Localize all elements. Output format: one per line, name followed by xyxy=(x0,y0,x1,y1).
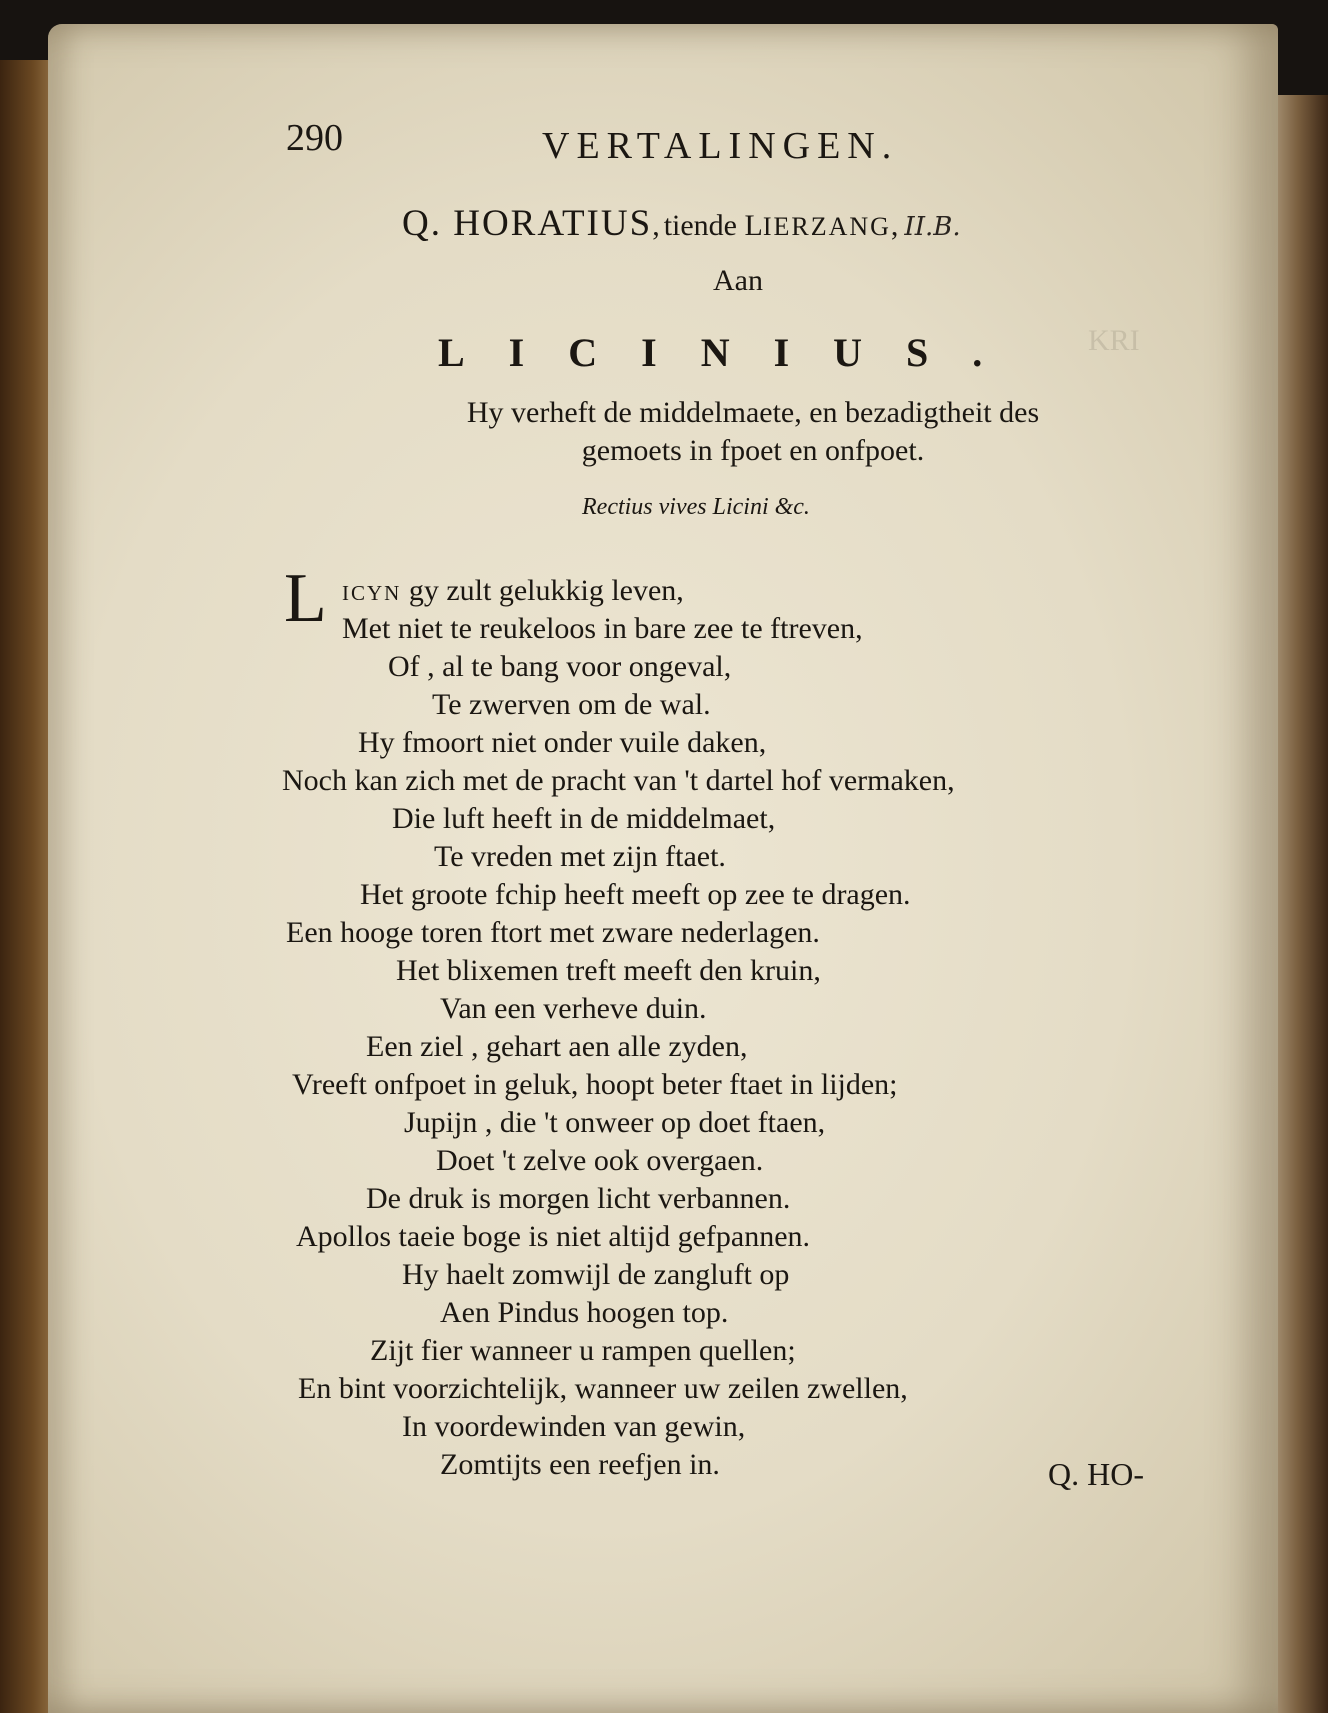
verse-line: Noch kan zich met de pracht van 't dartel hof vermaken, xyxy=(282,764,955,797)
verse-line: Doet 't zelve ook overgaen. xyxy=(436,1144,764,1177)
verse-line: Aen Pindus hoogen top. xyxy=(440,1296,729,1329)
verse-line: Een hooge toren ftort met zware nederlagen. xyxy=(286,916,820,949)
verse-line: Of , al te bang voor ongeval, xyxy=(388,650,732,683)
summary-line: gemoets in fpoet en onfpoet. xyxy=(581,434,925,467)
verse-line: Jupijn , die 't onweer op doet ftaen, xyxy=(404,1106,826,1139)
dedication-aan: Aan xyxy=(713,264,763,297)
verse-line xyxy=(342,572,684,612)
page-number: 290 xyxy=(286,117,343,159)
running-head: VERTALINGEN. xyxy=(542,125,899,167)
verse-first-word-smallcaps: ICYN xyxy=(342,581,402,605)
verse-line: Met niet te reukeloos in bare zee te ftreven, xyxy=(342,612,863,645)
latin-incipit: Rectius vives Licini &c. xyxy=(582,494,810,520)
title-separator: , xyxy=(652,209,660,242)
handwritten-note: II.B. xyxy=(904,212,961,242)
bleed-through-text: KRI xyxy=(1088,324,1140,357)
verse-line: Een ziel , gehart aen alle zyden, xyxy=(366,1030,748,1063)
verse-line: Hy fmoort niet onder vuile daken, xyxy=(358,726,767,759)
verse-line: Van een verheve duin. xyxy=(440,992,707,1025)
verse-line: Te zwerven om de wal. xyxy=(432,688,711,721)
title-genre: IERZANG xyxy=(762,212,891,241)
title-author: Q. HORATIUS xyxy=(402,203,653,244)
title-ordinal: tiende L xyxy=(663,209,763,242)
verse-line: In voordewinden van gewin, xyxy=(402,1410,746,1443)
poem-title xyxy=(402,202,961,245)
addressee-name: LICINIUS. xyxy=(438,330,1027,375)
verse-line: Vreeft onfpoet in geluk, hoopt beter ftaet in lijden; xyxy=(292,1068,898,1101)
title-end-comma: , xyxy=(890,209,899,242)
verse-line: De druk is morgen licht verbannen. xyxy=(366,1182,791,1215)
verse-line: Die luft heeft in de middelmaet, xyxy=(392,802,776,835)
catchword: Q. HO- xyxy=(1048,1456,1144,1492)
verse-line: Zomtijts een reefjen in. xyxy=(440,1448,720,1481)
verse-first-line-text: gy zult gelukkig leven, xyxy=(401,574,684,607)
verse-line: Hy haelt zomwijl de zangluft op xyxy=(402,1258,790,1291)
verse-line: Het groote fchip heeft meeft op zee te dragen. xyxy=(360,878,911,911)
book-page xyxy=(48,24,1278,1713)
verse-line: En bint voorzichtelijk, wanneer uw zeilen zwellen, xyxy=(298,1372,908,1405)
verse-line: Het blixemen treft meeft den kruin, xyxy=(396,954,821,987)
drop-cap-initial: L xyxy=(284,560,327,637)
verse-line: Zijt fier wanneer u rampen quellen; xyxy=(370,1334,796,1367)
summary-line: Hy verheft de middelmaete, en bezadigtheit des xyxy=(466,396,1040,429)
verse-line: Te vreden met zijn ftaet. xyxy=(434,840,726,873)
verse-line: Apollos taeie boge is niet altijd gefpannen. xyxy=(296,1220,811,1253)
